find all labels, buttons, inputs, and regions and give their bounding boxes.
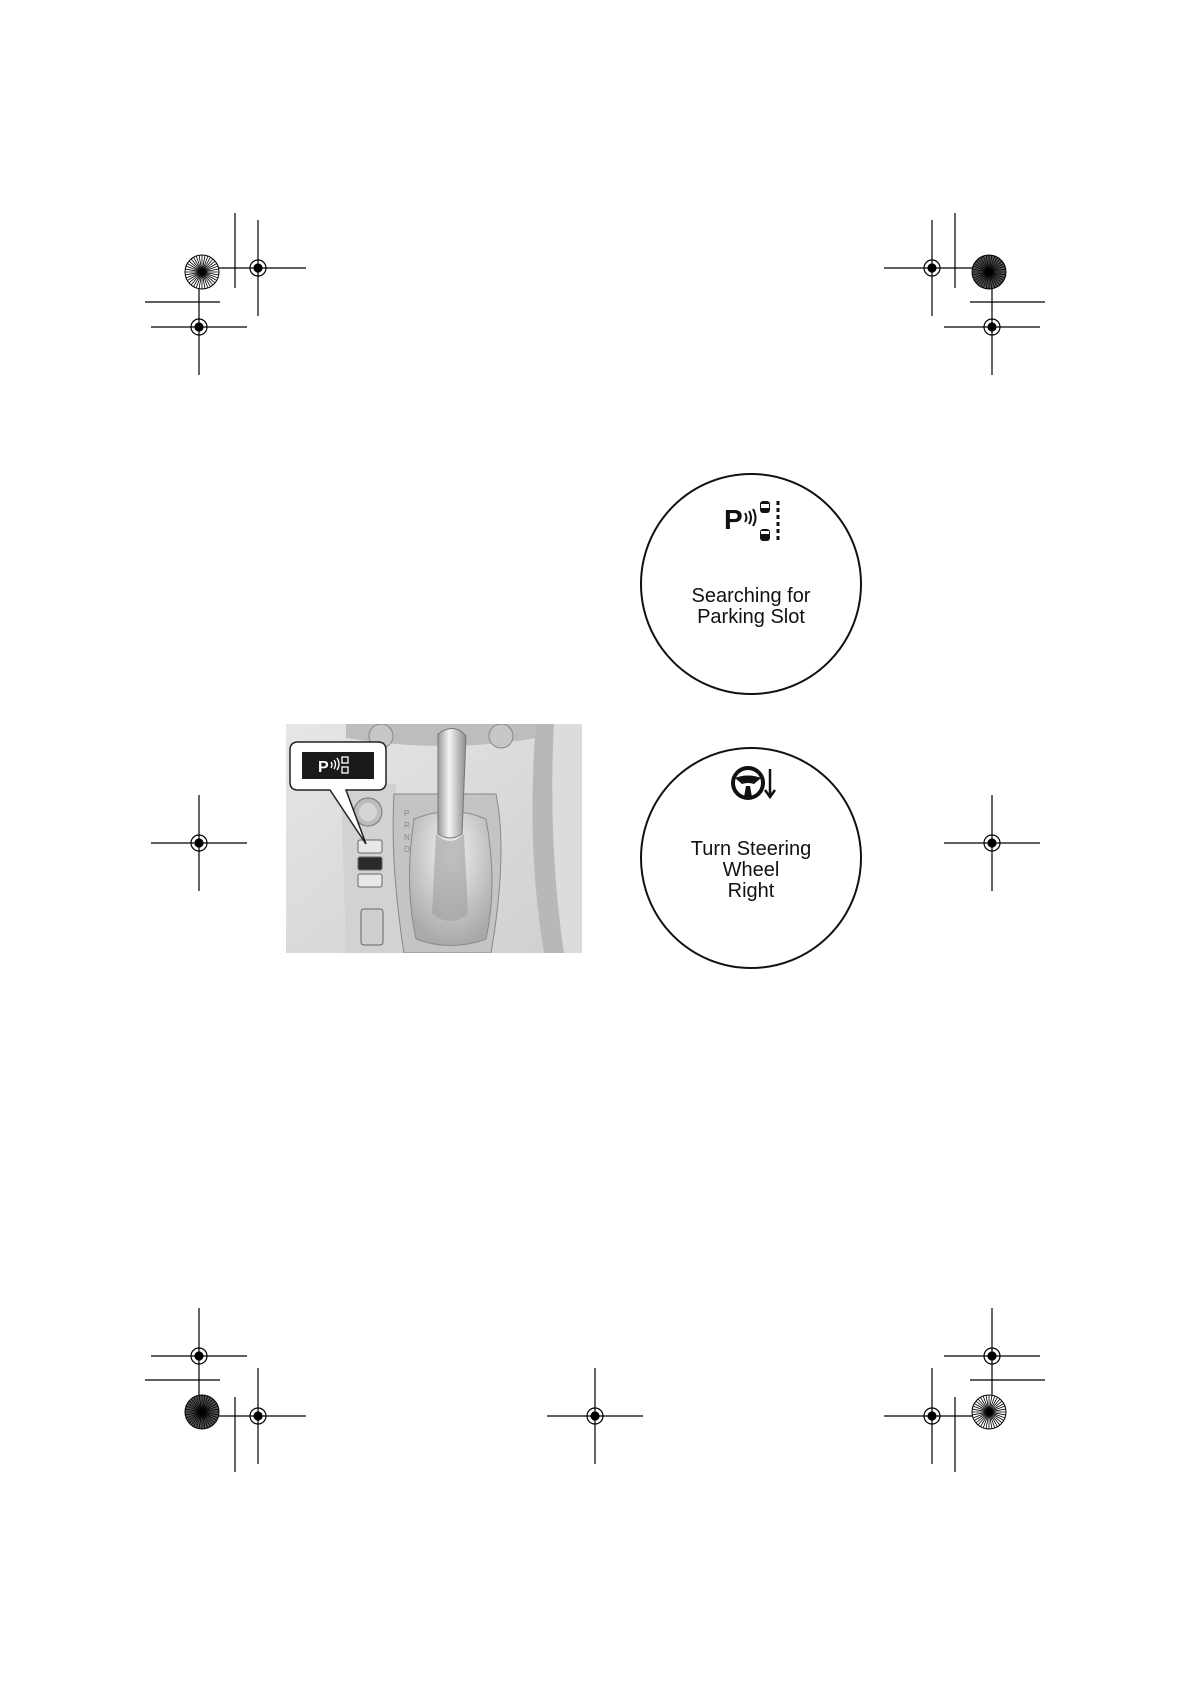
- svg-text:P: P: [404, 809, 410, 818]
- turn-steering-wheel-right-icon: [730, 763, 780, 803]
- registration-reticle: [210, 1368, 306, 1464]
- display-turn-steering-wheel-right: [640, 747, 862, 969]
- display-message-line: Searching for: [691, 585, 811, 607]
- display-searching-parking-slot: [640, 473, 862, 695]
- registration-reticle: [944, 279, 1040, 375]
- registration-reticle: [547, 1368, 643, 1464]
- center-console-photo: [286, 724, 582, 953]
- display-message-line: Parking Slot: [697, 606, 805, 628]
- center-console-icon: [286, 724, 582, 953]
- park-assist-searching-icon: [724, 499, 784, 541]
- registration-reticle: [944, 1308, 1040, 1404]
- color-target-star: [185, 255, 219, 289]
- registration-reticle: [944, 795, 1040, 891]
- color-target-star: [185, 1395, 219, 1429]
- svg-text:P: P: [724, 504, 743, 535]
- svg-text:P: P: [318, 759, 329, 776]
- display-message: [642, 839, 860, 902]
- registration-reticle: [210, 220, 306, 316]
- display-message-line: Turn Steering: [690, 838, 812, 860]
- registration-reticle: [151, 1308, 247, 1404]
- registration-reticle: [884, 1368, 980, 1464]
- color-target-star: [972, 1395, 1006, 1429]
- registration-reticle: [884, 220, 980, 316]
- display-message: [642, 586, 860, 628]
- registration-reticle: [151, 279, 247, 375]
- display-message-line: Wheel: [722, 859, 780, 881]
- display-message-line: Right: [727, 880, 775, 902]
- color-target-star: [972, 255, 1006, 289]
- svg-text:N: N: [404, 833, 410, 842]
- svg-text:D: D: [404, 845, 410, 854]
- registration-reticle: [151, 795, 247, 891]
- svg-text:R: R: [404, 821, 410, 830]
